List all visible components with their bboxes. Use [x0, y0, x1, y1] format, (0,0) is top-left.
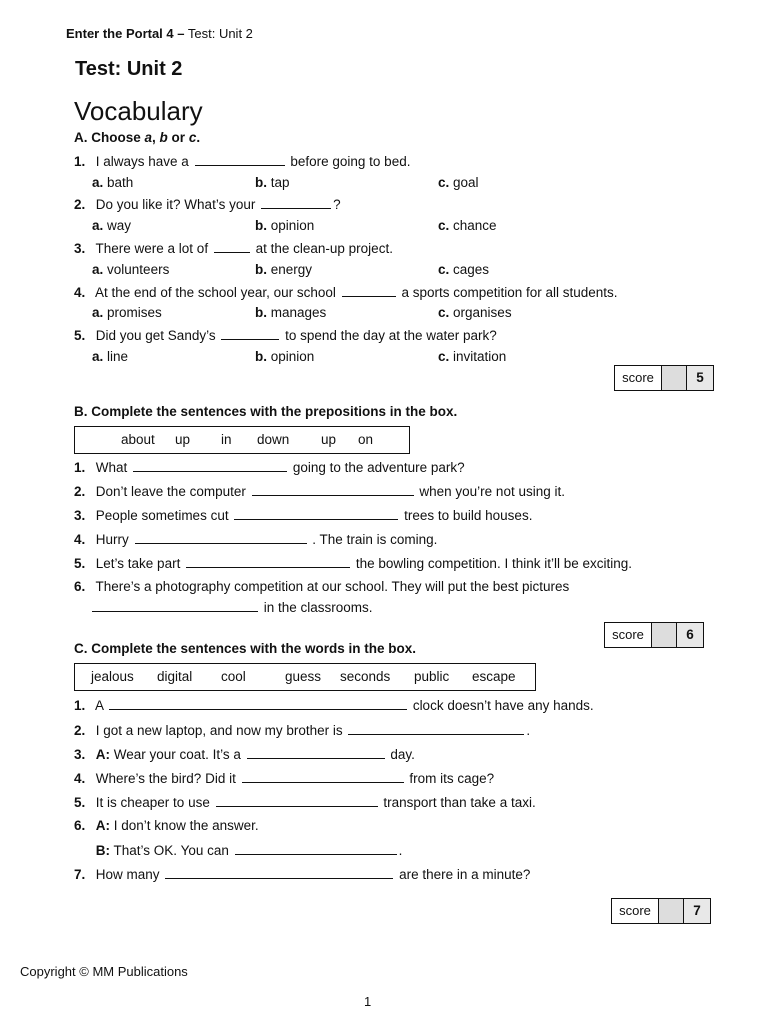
- option-b[interactable]: b. tap: [255, 175, 290, 190]
- answer-blank[interactable]: [109, 697, 407, 710]
- option-b[interactable]: b. opinion: [255, 349, 315, 364]
- answer-blank[interactable]: [214, 240, 250, 253]
- preposition-box: [74, 426, 410, 454]
- option-b[interactable]: b. energy: [255, 262, 313, 277]
- option-c[interactable]: c. invitation: [438, 349, 507, 364]
- option-b[interactable]: b. opinion: [255, 218, 315, 233]
- option-a[interactable]: a. bath: [92, 175, 134, 190]
- part-a-question-2: 2. Do you like it? What’s your ?: [74, 197, 341, 212]
- score-label: score: [615, 366, 662, 390]
- part-a-question-3: 3. There were a lot of at the clean-up project.: [74, 241, 393, 256]
- part-b-question-5: 5. Let’s take part the bowling competition. I think it’ll be exciting.: [74, 556, 633, 571]
- score-max: 5: [687, 366, 713, 390]
- answer-blank[interactable]: [252, 483, 414, 496]
- option-c[interactable]: c. chance: [438, 218, 497, 233]
- answer-blank[interactable]: [221, 327, 279, 340]
- score-entry[interactable]: [659, 899, 684, 923]
- option-b[interactable]: b. manages: [255, 305, 327, 320]
- word-item: about: [121, 432, 155, 447]
- word-box: [74, 663, 536, 691]
- word-item: in: [221, 432, 232, 447]
- option-c[interactable]: c. goal: [438, 175, 479, 190]
- answer-blank[interactable]: [261, 196, 331, 209]
- score-label: score: [605, 623, 652, 647]
- part-b-question-4: 4. Hurry . The train is coming.: [74, 532, 438, 547]
- answer-blank[interactable]: [348, 722, 524, 735]
- answer-blank[interactable]: [133, 459, 287, 472]
- option-a[interactable]: a. way: [92, 218, 132, 233]
- answer-blank[interactable]: [242, 770, 404, 783]
- part-c-question-4: 4. Where’s the bird? Did it from its cage?: [74, 771, 495, 786]
- part-c-question-6-reply: B: That’s OK. You can .: [95, 843, 403, 858]
- part-b-question-6: 6. There’s a photography competition at our school. They will put the best pictures: [74, 579, 570, 594]
- part-b-question-3: 3. People sometimes cut trees to build houses.: [74, 508, 533, 523]
- part-c-question-5: 5. It is cheaper to use transport than take a taxi.: [74, 795, 536, 810]
- page-number: 1: [364, 994, 372, 1009]
- option-c[interactable]: c. cages: [438, 262, 490, 277]
- score-box-c: [611, 898, 711, 924]
- part-a-question-4: 4. At the end of the school year, our school a sports competition for all students.: [74, 285, 618, 300]
- document-header: [66, 26, 253, 41]
- header-brand: Enter the Portal 4 –: [66, 26, 185, 41]
- answer-blank[interactable]: [186, 555, 350, 568]
- part-c-question-1: 1. A clock doesn’t have any hands.: [74, 698, 594, 713]
- answer-blank[interactable]: [195, 153, 285, 166]
- score-box-b: [604, 622, 704, 648]
- part-b-question-6-line-2: in the classrooms.: [92, 599, 373, 615]
- part-b-instruction: B. Complete the sentences with the prepositions in the box.: [74, 404, 458, 419]
- answer-blank[interactable]: [135, 531, 307, 544]
- option-a[interactable]: a. promises: [92, 305, 162, 320]
- word-item: jealous: [91, 669, 134, 684]
- part-a-question-1: 1. I always have a before going to bed.: [74, 154, 411, 169]
- answer-blank[interactable]: [234, 507, 398, 520]
- answer-blank[interactable]: [92, 599, 258, 612]
- score-box-a: [614, 365, 714, 391]
- score-max: 6: [677, 623, 703, 647]
- part-c-question-7: 7. How many are there in a minute?: [74, 867, 531, 882]
- answer-blank[interactable]: [235, 842, 397, 855]
- word-item: down: [257, 432, 290, 447]
- copyright-notice: Copyright © MM Publications: [20, 964, 188, 979]
- word-item: guess: [285, 669, 322, 684]
- score-entry[interactable]: [662, 366, 687, 390]
- part-c-instruction: C. Complete the sentences with the words in the box.: [74, 641, 417, 656]
- answer-blank[interactable]: [247, 746, 385, 759]
- word-item: up: [175, 432, 191, 447]
- answer-blank[interactable]: [342, 284, 396, 297]
- word-item: seconds: [340, 669, 391, 684]
- part-b-question-2: 2. Don’t leave the computer when you’re not using it.: [74, 484, 565, 499]
- test-title: Test: Unit 2: [75, 58, 183, 80]
- answer-blank[interactable]: [165, 866, 393, 879]
- word-item: escape: [472, 669, 516, 684]
- option-a[interactable]: a. volunteers: [92, 262, 170, 277]
- score-entry[interactable]: [652, 623, 677, 647]
- answer-blank[interactable]: [216, 794, 378, 807]
- part-c-question-3: 3. A: Wear your coat. It’s a day.: [74, 747, 415, 762]
- header-subtitle: Test: Unit 2: [187, 26, 253, 41]
- word-item: digital: [157, 669, 193, 684]
- score-label: score: [612, 899, 659, 923]
- part-c-question-6: 6. A: I don’t know the answer.: [74, 818, 259, 833]
- word-item: on: [358, 432, 374, 447]
- section-title: Vocabulary: [74, 96, 203, 126]
- option-c[interactable]: c. organises: [438, 305, 512, 320]
- part-c-question-2: 2. I got a new laptop, and now my brother is .: [74, 723, 531, 738]
- part-a-instruction: A. Choose a, b or c.: [74, 130, 201, 145]
- part-a-question-5: 5. Did you get Sandy’s to spend the day at the water park?: [74, 328, 497, 343]
- score-max: 7: [684, 899, 710, 923]
- option-a[interactable]: a. line: [92, 349, 129, 364]
- part-b-question-1: 1. What going to the adventure park?: [74, 460, 465, 475]
- word-item: cool: [221, 669, 246, 684]
- word-item: up: [321, 432, 337, 447]
- word-item: public: [414, 669, 450, 684]
